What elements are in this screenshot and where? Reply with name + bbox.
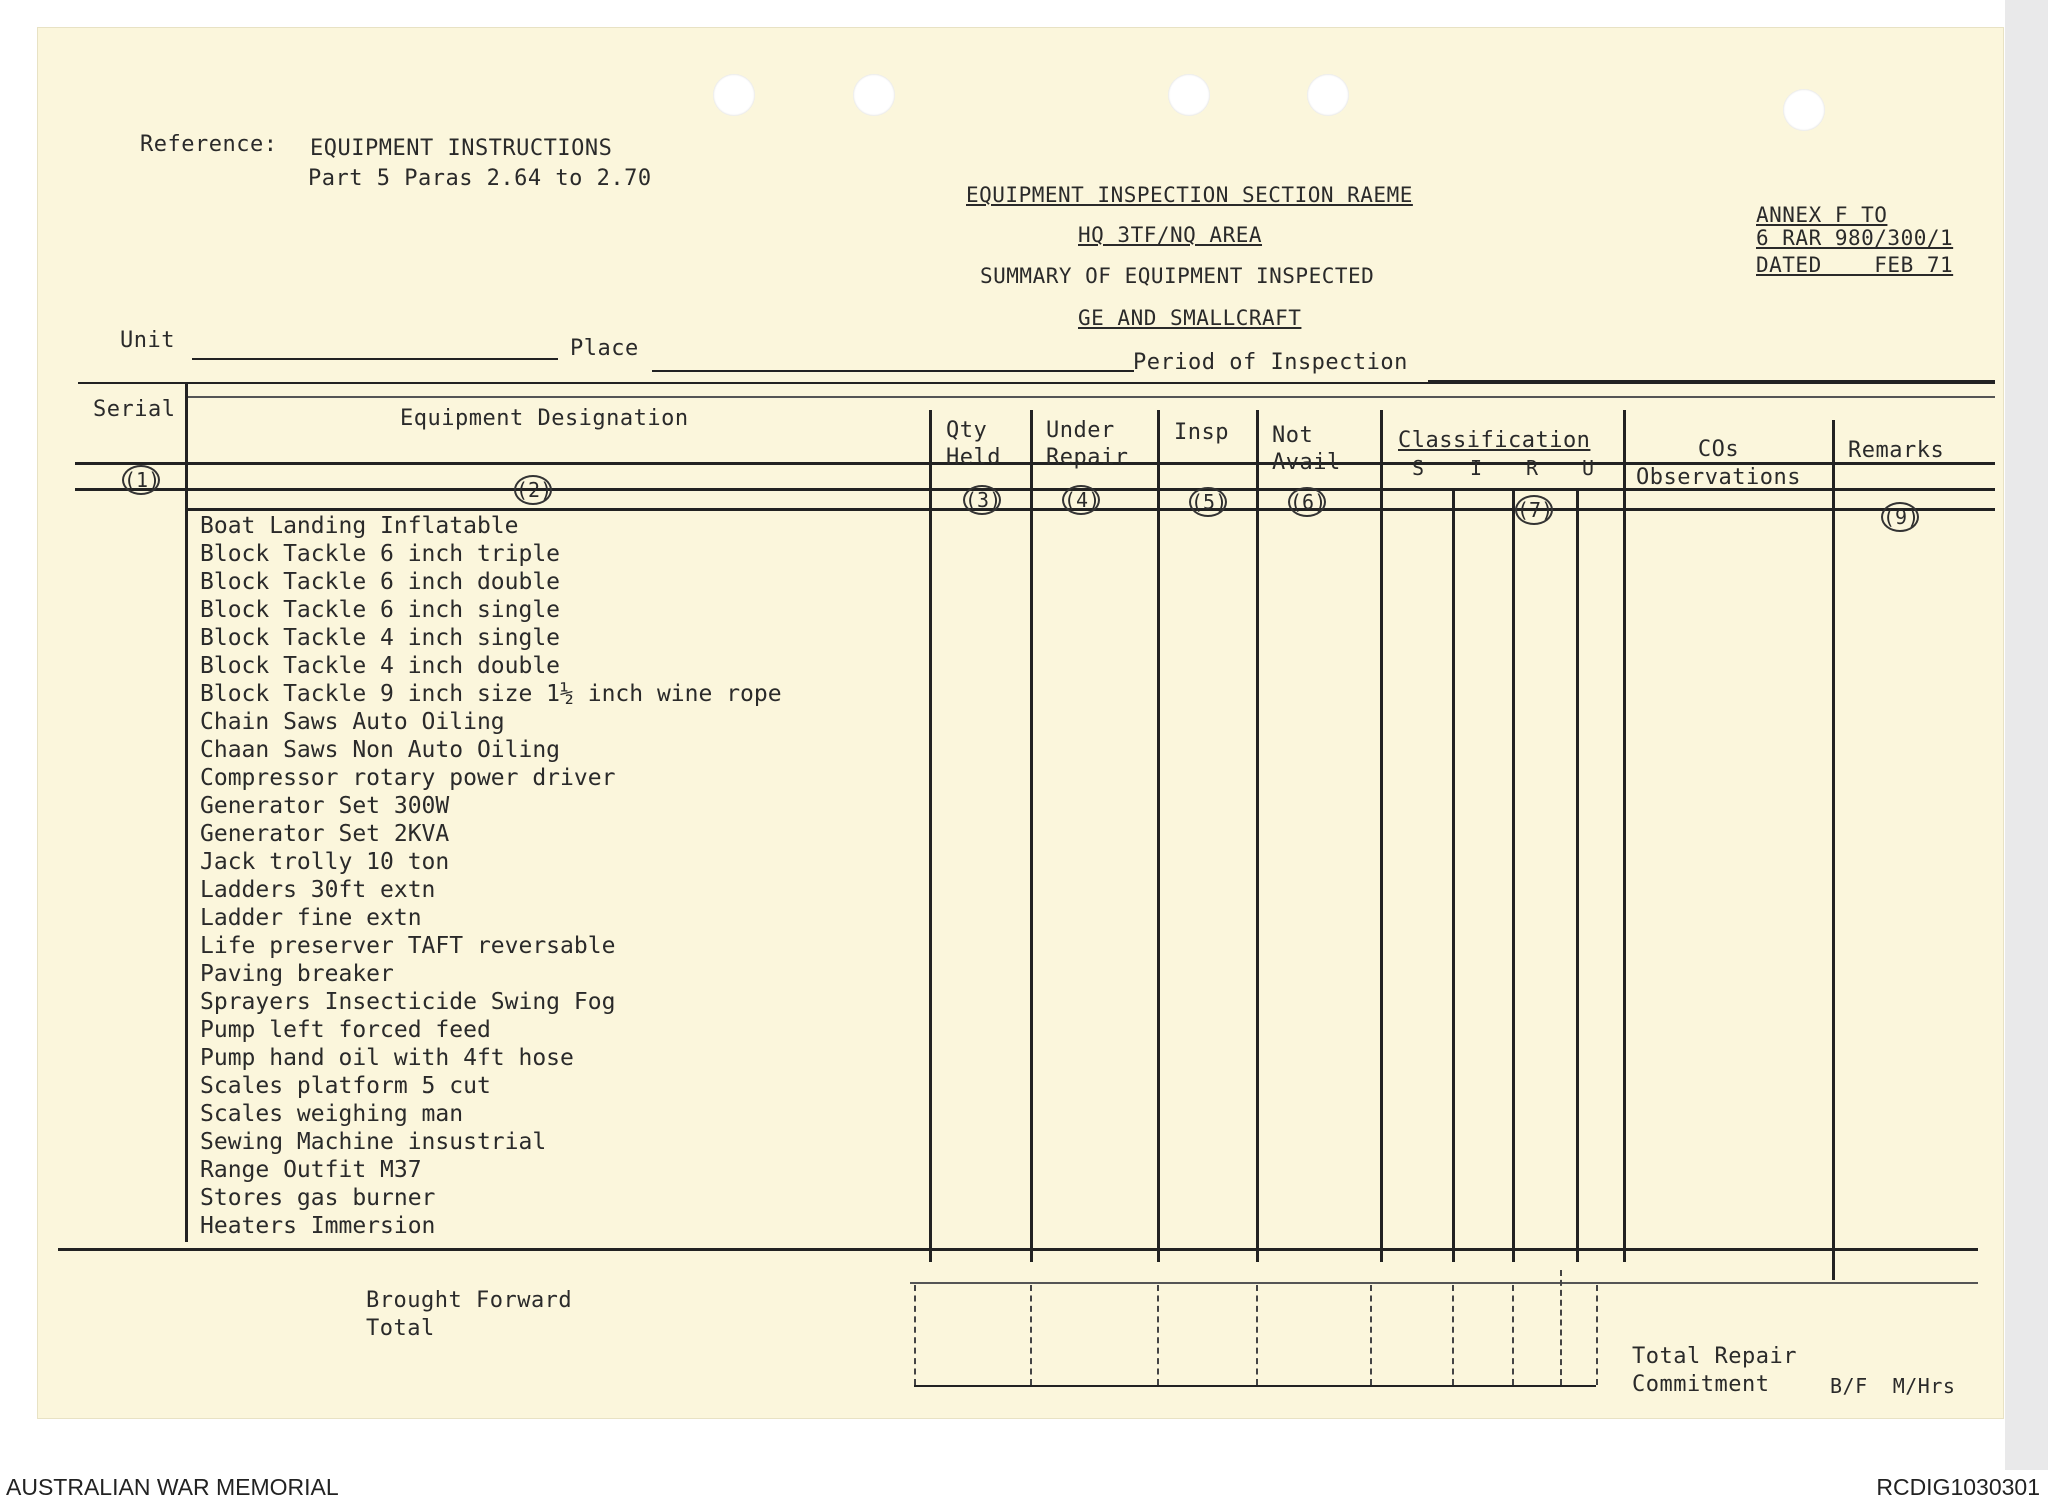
cos-divider (1623, 410, 1626, 1262)
punch-hole (713, 74, 755, 116)
col-designation: Equipment Designation (400, 406, 689, 431)
items-bottom-rule-2 (910, 1282, 1978, 1284)
table-top-rule (78, 382, 1995, 384)
list-item: Block Tackle 4 inch single (200, 625, 561, 651)
col-number: (5) (1189, 487, 1227, 517)
annex-line-1: ANNEX F TO (1756, 203, 1888, 227)
header-line-1: EQUIPMENT INSPECTION SECTION RAEME (966, 183, 1413, 207)
totals-divider (1512, 1285, 1514, 1385)
totals-divider (1370, 1285, 1372, 1385)
header-line-3: SUMMARY OF EQUIPMENT INSPECTED (980, 264, 1375, 288)
col-number: (7) (1515, 495, 1553, 525)
total-repair-label: Total Repair (1632, 1344, 1797, 1369)
under-repair-divider (1030, 410, 1033, 1262)
class-r-divider (1576, 490, 1579, 1262)
list-item: Block Tackle 4 inch double (200, 653, 561, 679)
col-number: (9) (1881, 502, 1919, 532)
col-qty-held: Qty Held (946, 418, 1001, 470)
not-avail-divider (1256, 410, 1259, 1262)
list-item: Chaan Saws Non Auto Oiling (200, 737, 561, 763)
list-item: Block Tackle 6 inch triple (200, 541, 561, 567)
list-item: Boat Landing Inflatable (200, 513, 519, 539)
list-item: Pump hand oil with 4ft hose (200, 1045, 574, 1071)
list-item: Range Outfit M37 (200, 1157, 422, 1183)
serial-divider (185, 384, 188, 1242)
totals-divider (1452, 1285, 1454, 1385)
totals-divider (1256, 1285, 1258, 1385)
col-class-i: I (1470, 456, 1483, 480)
col-number: (6) (1288, 487, 1326, 517)
unit-field-line (192, 358, 558, 360)
totals-divider (1560, 1270, 1562, 1385)
list-item: Block Tackle 6 inch single (200, 597, 561, 623)
equipment-list (200, 512, 782, 1240)
list-item: Scales platform 5 cut (200, 1073, 491, 1099)
col-class-u: U (1582, 456, 1595, 480)
brought-forward-label: Brought Forward (366, 1288, 573, 1313)
list-item: Chain Saws Auto Oiling (200, 709, 505, 735)
totals-bottom-rule (914, 1385, 1596, 1387)
col-number: (3) (963, 485, 1001, 515)
col-serial: Serial (93, 397, 176, 422)
qty-divider (929, 410, 932, 1262)
col-number: (1) (122, 465, 160, 495)
punch-hole (1783, 89, 1825, 131)
list-item: Sewing Machine insustrial (200, 1129, 547, 1155)
list-item: Block Tackle 6 inch double (200, 569, 561, 595)
insp-divider (1157, 410, 1160, 1262)
col-under-repair: Under Repair (1046, 418, 1129, 470)
col-remarks: Remarks (1848, 438, 1945, 463)
list-item: Life preserver TAFT reversable (200, 933, 616, 959)
classification-divider (1380, 410, 1383, 1262)
total-label: Total (366, 1316, 435, 1341)
remarks-divider (1832, 420, 1835, 1280)
items-bottom-rule (58, 1248, 1978, 1251)
col-number: (2) (514, 475, 552, 505)
col-class-s: S (1412, 456, 1425, 480)
list-item: Compressor rotary power driver (200, 765, 616, 791)
totals-divider (1596, 1285, 1598, 1385)
list-item: Pump left forced feed (200, 1017, 491, 1043)
list-item: Ladders 30ft extn (200, 877, 436, 903)
col-classification: Classification (1398, 428, 1591, 453)
period-label: Period of Inspection (1133, 350, 1408, 375)
col-not-avail: Not Avail (1272, 423, 1341, 475)
list-item: Scales weighing man (200, 1101, 464, 1127)
annex-line-3: DATED FEB 71 (1756, 253, 1954, 277)
reference-line-1: EQUIPMENT INSTRUCTIONS (310, 136, 613, 161)
header-line-2: HQ 3TF/NQ AREA (1078, 223, 1263, 247)
archive-id: RCDIG1030301 (1876, 1474, 2040, 1500)
list-item: Heaters Immersion (200, 1213, 436, 1239)
place-field-line (652, 370, 1134, 372)
col-number: (4) (1062, 485, 1100, 515)
list-item: Generator Set 300W (200, 793, 450, 819)
reference-label: Reference: (140, 132, 278, 157)
reference-line-2: Part 5 Paras 2.64 to 2.70 (308, 166, 652, 191)
totals-divider (914, 1285, 916, 1385)
punch-hole (853, 74, 895, 116)
header-line-4: GE AND SMALLCRAFT (1078, 306, 1302, 330)
bf-mhrs-label: B/F M/Hrs (1830, 1374, 1956, 1398)
punch-hole (1307, 74, 1349, 116)
list-item: Ladder fine extn (200, 905, 422, 931)
page-edge (2005, 0, 2048, 1470)
list-item: Stores gas burner (200, 1185, 436, 1211)
commitment-label: Commitment (1632, 1372, 1770, 1397)
table-top-rule-2 (188, 396, 1995, 398)
annex-line-2: 6 RAR 980/300/1 (1756, 226, 1954, 250)
unit-label: Unit (120, 328, 175, 353)
list-item: Paving breaker (200, 961, 394, 987)
archive-credit: AUSTRALIAN WAR MEMORIAL (6, 1474, 339, 1500)
punch-hole (1168, 74, 1210, 116)
place-label: Place (570, 336, 639, 361)
col-cos-observations: COs Observations (1636, 437, 1801, 490)
list-item: Sprayers Insecticide Swing Fog (200, 989, 616, 1015)
class-s-divider (1452, 490, 1455, 1262)
list-item: Jack trolly 10 ton (200, 849, 450, 875)
list-item: Block Tackle 9 inch size 1½ inch wine rope (200, 681, 782, 707)
class-i-divider (1512, 490, 1515, 1262)
col-class-r: R (1526, 456, 1539, 480)
totals-divider (1157, 1285, 1159, 1385)
list-item: Generator Set 2KVA (200, 821, 450, 847)
totals-divider (1030, 1285, 1032, 1385)
col-insp: Insp (1174, 420, 1229, 445)
